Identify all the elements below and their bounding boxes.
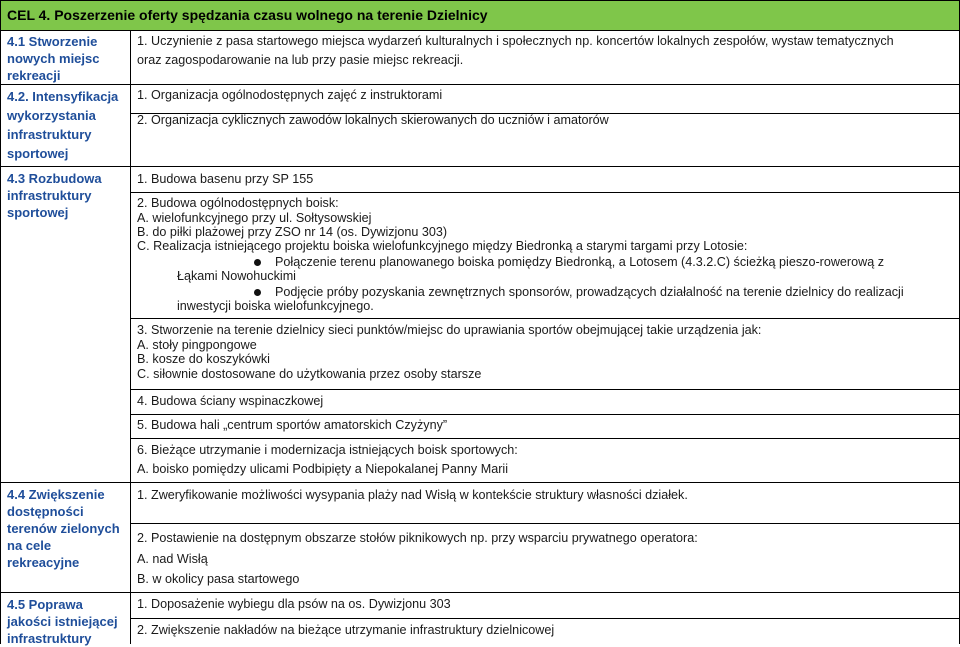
label-line: rekreacji [7, 68, 61, 83]
item-divider [131, 389, 960, 390]
item-text: A. nad Wisłą [137, 552, 208, 566]
item-text: 2. Organizacja cyklicznych zawodów lokalnych skierowanych do uczniów i amatorów [137, 113, 609, 127]
section-label-4-4 [7, 486, 129, 571]
item-text: 3. Stworzenie na terenie dzielnicy sieci punktów/miejsc do uprawiania sportów obejmującej takie urządzenia jak: [137, 323, 762, 337]
item-text: Połączenie terenu planowanego boiska pomiędzy Biedronką, a Lotosem (4.3.2.C) ścieżką pieszo-rowerową z [275, 255, 885, 269]
label-line: sportowej [7, 146, 69, 161]
label-line: 4.2. Intensyfikacja [7, 89, 119, 104]
item-text: 1. Zweryfikowanie możliwości wysypania plaży nad Wisłą w kontekście struktury własności działek. [137, 488, 688, 502]
label-line: jakości istniejącej [7, 614, 118, 629]
item-text: A. stoły pingpongowe [137, 338, 257, 352]
label-line: 4.5 Poprawa [7, 597, 83, 612]
table-border-top [1, 0, 960, 1]
label-line: sportowej [7, 205, 69, 220]
bullet-icon [254, 289, 261, 296]
section-label-4-5 [7, 596, 129, 647]
table-title: CEL 4. Poszerzenie oferty spędzania czasu wolnego na terenie Dzielnicy [7, 7, 488, 23]
item-text: 2. Postawienie na dostępnym obszarze stołów piknikowych np. przy wsparciu prywatnego operatora: [137, 531, 698, 545]
label-line: infrastruktury [7, 127, 92, 142]
item-text: 1. Organizacja ogólnodostępnych zajęć z instruktorami [137, 88, 443, 102]
item-divider [131, 192, 960, 193]
table-header [1, 0, 959, 30]
row-divider [1, 482, 960, 483]
item-text: 1. Budowa basenu przy SP 155 [137, 172, 314, 186]
section-label-4-1 [7, 33, 129, 84]
item-divider [131, 523, 960, 524]
item-text: 1. Doposażenie wybiegu dla psów na os. Dywizjonu 303 [137, 597, 451, 611]
item-text: oraz zagospodarowanie na lub przy pasie miejsc rekreacji. [137, 53, 464, 67]
item-text: A. boisko pomiędzy ulicami Podbipięty a Niepokalanej Panny Marii [137, 462, 509, 476]
label-line: dostępności [7, 504, 84, 519]
section-label-4-2 [7, 87, 129, 163]
item-text: 5. Budowa hali „centrum sportów amatorskich Czyżyny” [137, 418, 448, 432]
item-text: A. wielofunkcyjnego przy ul. Sołtysowskiej [137, 211, 372, 225]
item-text: 2. Zwiększenie nakładów na bieżące utrzymanie infrastruktury dzielnicowej [137, 623, 555, 637]
bullet-icon [254, 259, 261, 266]
label-line: infrastruktury [7, 188, 92, 203]
label-line: infrastruktury [7, 631, 92, 646]
item-text: 4. Budowa ściany wspinaczkowej [137, 394, 324, 408]
item-text: B. w okolicy pasa startowego [137, 572, 300, 586]
item-divider [131, 318, 960, 319]
item-text: B. do piłki plażowej przy ZSO nr 14 (os. Dywizjonu 303) [137, 225, 448, 239]
label-line: 4.4 Zwiększenie [7, 487, 105, 502]
label-line: wykorzystania [7, 108, 96, 123]
label-line: terenów zielonych [7, 521, 120, 536]
item-divider [131, 414, 960, 415]
item-text: C. siłownie dostosowane do użytkowania przez osoby starsze [137, 367, 482, 381]
item-text: 1. Uczynienie z pasa startowego miejsca wydarzeń kulturalnych i społecznych np. koncertów lokalnych zespołów, wystaw tematycznych [137, 34, 894, 48]
item-text: B. kosze do koszykówki [137, 352, 270, 366]
label-line: 4.3 Rozbudowa [7, 171, 102, 186]
label-line: rekreacyjne [7, 555, 80, 570]
item-text: C. Realizacja istniejącego projektu boiska wielofunkcyjnego między Biedronką a starymi targami przy Lotosie: [137, 239, 748, 253]
row-divider [1, 592, 960, 593]
item-text: Łąkami Nowohuckimi [177, 269, 296, 283]
row-divider [1, 30, 960, 31]
label-line: na cele [7, 538, 52, 553]
item-text: inwestycji boiska wielofunkcyjnego. [177, 299, 374, 313]
section-label-4-3 [7, 170, 129, 221]
row-divider [1, 166, 960, 167]
item-text: Podjęcie próby pozyskania zewnętrznych sponsorów, prowadzących działalność na terenie dzielnicy do realizacji [275, 285, 904, 299]
item-divider [131, 438, 960, 439]
item-divider [131, 618, 960, 619]
row-divider [1, 84, 960, 85]
item-text: 6. Bieżące utrzymanie i modernizacja istniejących boisk sportowych: [137, 443, 518, 457]
label-line: nowych miejsc [7, 51, 100, 66]
item-text: 2. Budowa ogólnodostępnych boisk: [137, 196, 339, 210]
column-divider [130, 30, 131, 644]
label-line: 4.1 Stworzenie [7, 34, 98, 49]
